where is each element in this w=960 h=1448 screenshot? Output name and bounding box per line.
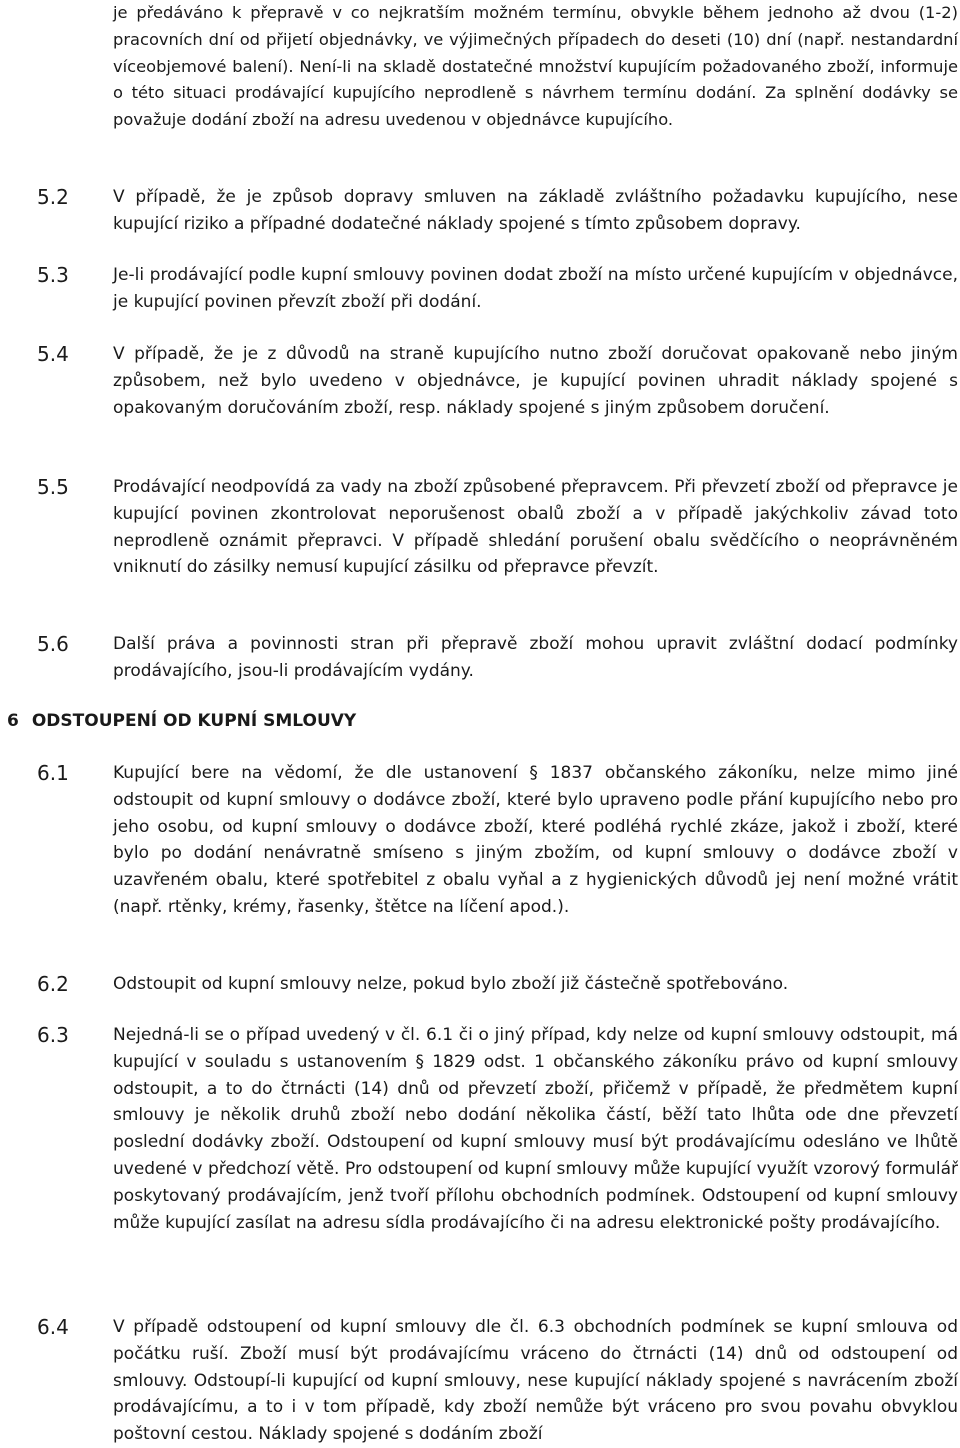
continuation-paragraph: je předáváno k přepravě v co nejkratším možném termínu, obvykle během jednoho až dvou (1-2) pracovních dní od přijetí objednávky, ve výjimečných případech do deseti (10) dní (např. nestandardní víceobjemové balení). Není-li na skladě dostatečné množství kupujícím požadovaného zboží, informuje o této situaci prodávající kupujícího neprodleně s návrhem termínu dodání. Za splnění dodávky se považuje dodání zboží na adresu uvedenou v objednávce kupujícího. bbox=[113, 3, 958, 130]
section-text-6-3: Nejedná-li se o případ uvedený v čl. 6.1 či o jiný případ, kdy nelze od kupní smlouvy odstoupit, má kupující v souladu s ustanovením § 1829 odst. 1 občanského zákoníku právo od kupní smlouvy odstoupit, a to do čtrnácti (14) dnů od převzetí zboží, přičemž v případě, že předmětem kupní smlouvy je několik druhů zboží nebo dodání několika částí, běží tato lhůta ode dne převzetí poslední dodávky zboží. Odstoupení od kupní smlouvy musí být prodávajícímu odesláno ve lhůtě uvedené v předchozí větě. Pro odstoupení od kupní smlouvy může kupující využít vzorový formulář poskytovaný prodávajícím, jenž tvoří přílohu obchodních podmínek. Odstoupení od kupní smlouvy může kupující zasílat na adresu sídla prodávajícího či na adresu elektronické pošty prodávajícího. bbox=[113, 1025, 958, 1233]
section-text-5-6: Další práva a povinnosti stran při přepravě zboží mohou upravit zvláštní dodací podmínky prodávajícího, jsou-li prodávajícím vydány. bbox=[113, 634, 958, 681]
heading-number: 6 bbox=[7, 711, 19, 731]
section-text-5-4: V případě, že je z důvodů na straně kupujícího nutno zboží doručovat opakovaně nebo jiným způsobem, než bylo uvedeno v objednávce, je kupující povinen uhradit náklady spojené s opakovaným doručováním zboží, resp. náklady spojené s jiným způsobem doručení. bbox=[113, 344, 958, 418]
heading-title: ODSTOUPENÍ OD KUPNÍ SMLOUVY bbox=[31, 711, 357, 731]
section-text-5-5: Prodávající neodpovídá za vady na zboží způsobené přepravcem. Při převzetí zboží od přepravce je kupující povinen zkontrolovat neporušenost obalů zboží a v případě jakýchkoliv závad toto neprodleně oznámit přepravci. V případě shledání porušení obalu svědčícího o neoprávněném vniknutí do zásilky nemusí kupující zásilku od přepravce převzít. bbox=[113, 477, 958, 578]
section-text-5-2: V případě, že je způsob dopravy smluven na základě zvláštního požadavku kupujícího, nese kupující riziko a případné dodatečné náklady spojené s tímto způsobem dopravy. bbox=[113, 187, 958, 234]
section-number-6-2: 6.2 bbox=[37, 972, 69, 996]
section-text-6-4: V případě odstoupení od kupní smlouvy dle čl. 6.3 obchodních podmínek se kupní smlouva od počátku ruší. Zboží musí být prodávajícímu vráceno do čtrnácti (14) dnů od odstoupení od smlouvy. Odstoupí-li kupující od kupní smlouvy, nese kupující náklady spojené s navrácením zboží prodávajícímu, a to i v tom případě, kdy zboží nemůže být vráceno pro svou povahu obvyklou poštovní cestou. Náklady spojené s dodáním zboží bbox=[113, 1317, 958, 1445]
section-text-6-2: Odstoupit od kupní smlouvy nelze, pokud bylo zboží již částečně spotřebováno. bbox=[113, 974, 789, 994]
section-number-5-4: 5.4 bbox=[37, 342, 69, 366]
section-text-5-3: Je-li prodávající podle kupní smlouvy povinen dodat zboží na místo určené kupujícím v objednávce, je kupující povinen převzít zboží při dodání. bbox=[113, 265, 958, 312]
section-number-5-3: 5.3 bbox=[37, 263, 69, 287]
section-heading-6 bbox=[7, 707, 356, 735]
section-number-6-3: 6.3 bbox=[37, 1023, 69, 1047]
section-number-6-1: 6.1 bbox=[37, 761, 69, 785]
section-number-5-6: 5.6 bbox=[37, 632, 69, 656]
section-text-6-1: Kupující bere na vědomí, že dle ustanovení § 1837 občanského zákoníku, nelze mimo jiné odstoupit od kupní smlouvy o dodávce zboží, které bylo upraveno podle přání kupujícího nebo pro jeho osobu, od kupní smlouvy o dodávce zboží, které podléhá rychlé zkáze, jakož i zboží, které bylo po dodání nenávratně smíseno s jiným zbožím, od kupní smlouvy o dodávce zboží v uzavřeném obalu, které spotřebitel z obalu vyňal a z hygienických důvodů jej není možné vrátit (např. rtěnky, krémy, řasenky, štětce na líčení apod.). bbox=[113, 763, 958, 917]
section-number-5-2: 5.2 bbox=[37, 185, 69, 209]
section-number-6-4: 6.4 bbox=[37, 1315, 69, 1339]
section-number-5-5: 5.5 bbox=[37, 475, 69, 499]
